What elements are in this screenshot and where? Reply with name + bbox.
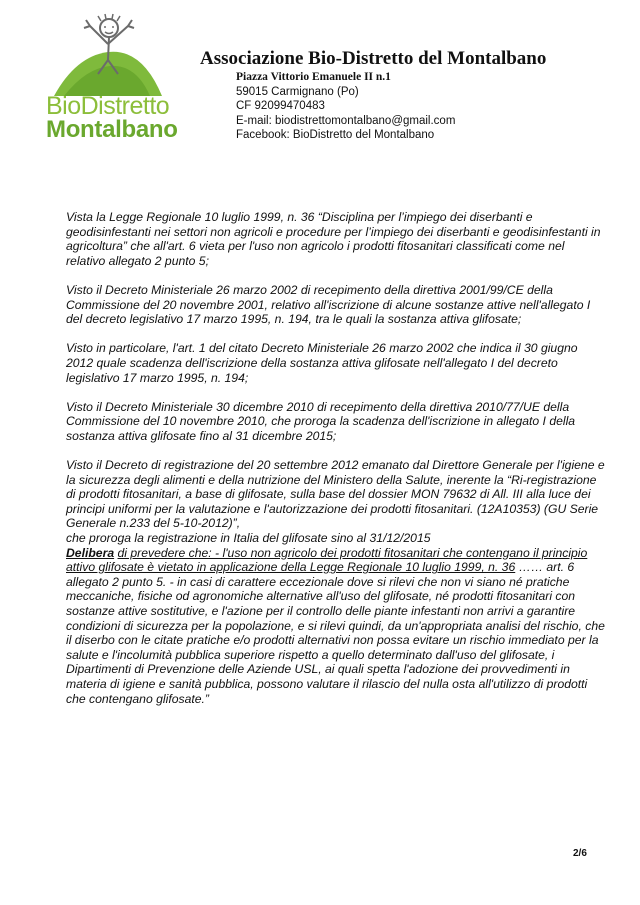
logo-word-montalbano: Montalbano <box>46 116 178 143</box>
paragraph-legge-regionale: Vista la Legge Regionale 10 luglio 1999, n. 36 “Disciplina per l’impiego dei diserbanti e geodisinfestanti nei settori non agricoli e procedure per l’impiego dei diserbanti e geodisinfestanti in agricoltura” che all'art. 6 vieta per l'uso non agricolo i prodotti fitosanitari classificati come nel relativo allegato 2 punto 5; <box>66 210 601 268</box>
email-line: E-mail: biodistrettomontalbano@gmail.com <box>236 114 456 127</box>
logo-word-biodistretto: BioDistretto <box>46 92 170 120</box>
facebook-line: Facebook: BioDistretto del Montalbano <box>236 129 435 141</box>
page-number: 2/6 <box>573 848 587 859</box>
paragraph-decreto-2012: Visto il Decreto di registrazione del 20 settembre 2012 emanato dal Direttore Generale per l'igiene e la sicurezza degli alimenti e della nutrizione del Ministero della Salute, inerente la “Ri-registrazione di prodotti fitosanitari, a base di glifosate, sulla base del dossier MON 79632 di All. III alla luce dei principi uniformi per la valutazione e l'autorizzazione dei prodotti fitosanitari. (12A10353) (GU Serie Generale n.233 del 5-10-2012)”, <box>66 458 605 531</box>
logo-figure-icon <box>46 8 166 98</box>
address-block <box>236 70 455 143</box>
paragraph-decreto-2002: Visto il Decreto Ministeriale 26 marzo 2002 di recepimento della direttiva 2001/99/CE della Commissione del 20 novembre 2001, relativo all'iscrizione di alcune sostanze attive nell'allegato I del decreto legislativo 17 marzo 1995, n. 194, tra le quali la sostanza attiva glifosate; <box>66 282 591 327</box>
address-street: Piazza Vittorio Emanuele II n.1 <box>236 71 391 83</box>
paragraph-delibera <box>66 546 606 707</box>
paragraph-proroga: che proroga la registrazione in Italia del glifosate sino al 31/12/2015 <box>66 531 431 546</box>
paragraph-decreto-2010: Visto il Decreto Ministeriale 30 dicembre 2010 di recepimento della direttiva 2010/77/UE della Commissione del 10 novembre 2010, che proroga la scadenza dell'iscrizione in allegato I della sostanza attiva glifosate fino al 31 dicembre 2015; <box>66 399 576 443</box>
delibera-underlined: di prevedere che: - l'uso non agricolo dei prodotti fitosanitari che contengano il principio attivo glifosate è vietato in applicazione della Legge Regionale 10 luglio 1999, n. 36 <box>66 545 588 575</box>
organization-name: Associazione Bio-Distretto del Montalbano <box>200 48 547 69</box>
paragraph-art1: Visto in particolare, l'art. 1 del citato Decreto Ministeriale 26 marzo 2002 che indica il 30 giugno 2012 quale scadenza dell'iscrizione della sostanza attiva glifosate nell'allegato I del decreto legislativo 17 marzo 1995, n. 194; <box>66 341 578 385</box>
address-city: 59015 Carmignano (Po) <box>236 85 359 98</box>
tax-code: CF 92099470483 <box>236 100 325 112</box>
delibera-rest: …… art. 6 allegato 2 punto 5. - in casi di carattere eccezionale dove si rilevi che non vi siano né pratiche meccaniche, fisiche od agronomiche alternative all'uso del glifosate, né prodotti fitosanitari con sostanze attive sostitutive, e l'azione per il controllo delle piante infestanti non arrivi a garantire condizioni di sicurezza per la popolazione, e si rilevi quindi, da un'appropriata analisi del rischio, che il diserbo con le citate pratiche e/o prodotti alternativi non possa evitare un rischio immediato per la salute e l'incolumità pubblica superiore rispetto a quello determinato dall'uso del glifosate, i Dipartimenti di Prevenzione delle Aziende USL, ai quali spetta l'adozione dei provvedimenti in materia di igiene e sanità pubblica, possono valutare il rilascio del nulla osta all'utilizzo di prodotti che contengano glifosate.” <box>66 560 605 706</box>
biodistretto-logo <box>40 8 190 143</box>
document-body <box>66 210 606 706</box>
delibera-label: Delibera <box>66 545 115 560</box>
